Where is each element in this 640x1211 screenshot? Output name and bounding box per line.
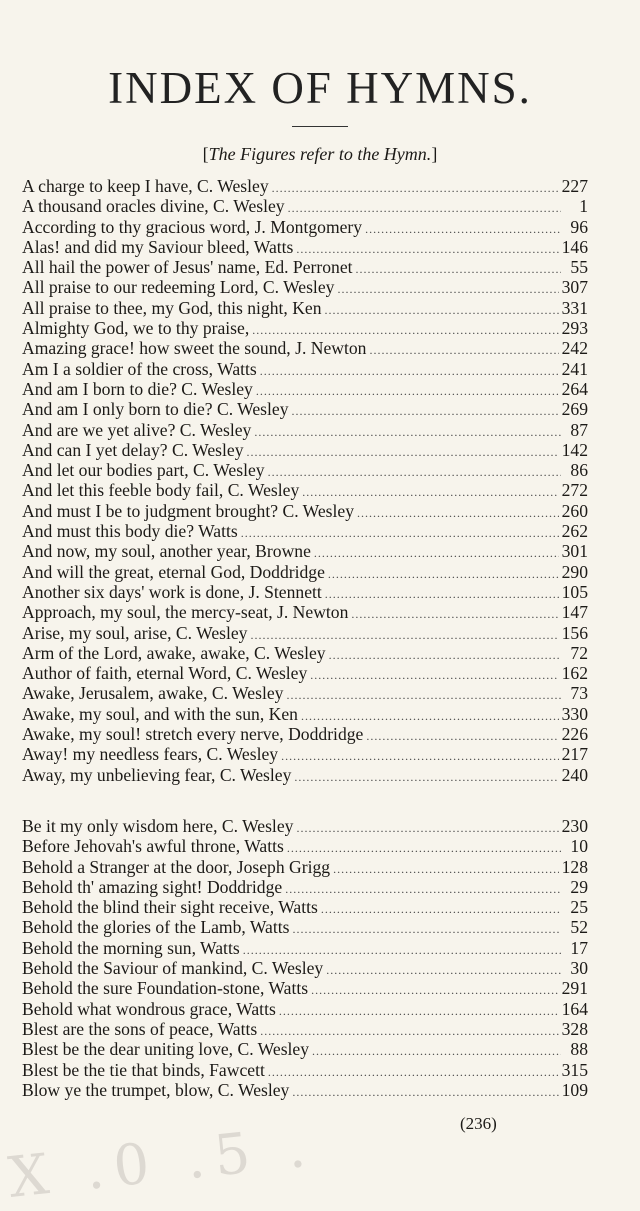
hymn-number: 272 — [561, 480, 588, 501]
hymn-first-line: And must I be to judgment brought? C. Wesley — [22, 500, 355, 521]
hymn-number: 269 — [561, 399, 588, 420]
index-entry — [22, 1019, 588, 1039]
index-entry — [22, 897, 588, 917]
dot-leader — [312, 1041, 561, 1061]
hymn-first-line: Awake, Jerusalem, awake, C. Wesley — [22, 683, 284, 704]
index-entry — [22, 257, 588, 277]
index-entry — [22, 501, 588, 521]
dot-leader — [351, 604, 558, 624]
index-entry — [22, 623, 588, 643]
hymn-first-line: Be it my only wisdom here, C. Wesley — [22, 816, 294, 836]
hymn-first-line: A charge to keep I have, C. Wesley — [22, 176, 269, 196]
hymn-first-line: Alas! and did my Saviour bleed, Watts — [22, 236, 294, 257]
hymn-index-section-a — [22, 176, 588, 785]
index-entry — [22, 359, 588, 379]
hymn-first-line: Behold what wondrous grace, Watts — [22, 998, 276, 1019]
hymn-number: 227 — [561, 176, 588, 196]
dot-leader — [321, 899, 561, 919]
index-entry — [22, 460, 588, 480]
hymn-first-line: And now, my soul, another year, Browne — [22, 541, 311, 562]
dot-leader — [296, 239, 558, 259]
hymn-number: 156 — [561, 622, 588, 643]
hymn-first-line: Blest be the dear uniting love, C. Wesley — [22, 1039, 310, 1060]
hymn-first-line: Behold the sure Foundation-stone, Watts — [22, 978, 309, 999]
hymn-number: 291 — [561, 978, 588, 999]
hymn-number: 1 — [579, 196, 588, 217]
dot-leader — [333, 859, 559, 879]
index-entry — [22, 1060, 588, 1080]
index-entry — [22, 643, 588, 663]
dot-leader — [254, 422, 561, 442]
index-entry — [22, 217, 588, 237]
hymn-first-line: Awake, my soul, and with the sun, Ken — [22, 703, 298, 724]
index-entry — [22, 237, 588, 257]
index-entry — [22, 541, 588, 561]
dot-leader — [325, 584, 559, 604]
hymn-number: 109 — [561, 1079, 588, 1100]
hymn-first-line: And am I only born to die? C. Wesley — [22, 399, 289, 420]
hymn-first-line: And let our bodies part, C. Wesley — [22, 460, 265, 481]
index-entry — [22, 958, 588, 978]
index-entry — [22, 480, 588, 500]
hymn-first-line: Another six days' work is done, J. Stennett — [22, 581, 322, 602]
hymn-first-line: Awake, my soul! stretch every nerve, Doddridge — [22, 724, 364, 745]
page-number: (236) — [460, 1114, 497, 1133]
index-entry — [22, 338, 588, 358]
hymn-first-line: According to thy gracious word, J. Montgomery — [22, 216, 363, 237]
index-entry — [22, 440, 588, 460]
dot-leader — [365, 219, 561, 239]
hymn-first-line: All praise to our redeeming Lord, C. Wesley — [22, 277, 335, 298]
hymn-number: 29 — [570, 876, 588, 897]
index-entry — [22, 938, 588, 958]
hymn-first-line: Arm of the Lord, awake, awake, C. Wesley — [22, 642, 326, 663]
page-title: INDEX OF HYMNS. — [108, 63, 532, 113]
hymn-first-line: Blow ye the trumpet, blow, C. Wesley — [22, 1079, 290, 1100]
hymn-first-line: Behold th' amazing sight! Doddridge — [22, 876, 283, 897]
index-entry — [22, 176, 588, 196]
hymn-first-line: And can I yet delay? C. Wesley — [22, 439, 244, 460]
dot-leader — [285, 879, 561, 899]
dot-leader — [325, 300, 559, 320]
hymn-number: 307 — [561, 277, 588, 298]
hymn-number: 301 — [561, 541, 588, 562]
dot-leader — [328, 564, 559, 584]
dot-leader — [260, 1021, 558, 1041]
hymn-first-line: Away! my needless fears, C. Wesley — [22, 744, 279, 765]
index-entry — [22, 917, 588, 937]
index-entry — [22, 857, 588, 877]
hymn-number: 17 — [570, 937, 588, 958]
index-entry — [22, 704, 588, 724]
hymn-number: 55 — [570, 257, 588, 278]
hymn-number: 293 — [561, 318, 588, 339]
dot-leader — [279, 1001, 559, 1021]
dot-leader — [281, 746, 559, 766]
index-entry — [22, 379, 588, 399]
hymn-number: 128 — [561, 856, 588, 877]
dot-leader — [292, 1082, 558, 1102]
index-entry — [22, 724, 588, 744]
dot-leader — [268, 1062, 559, 1082]
hymn-number: 230 — [561, 816, 588, 836]
hymn-number: 262 — [561, 521, 588, 542]
dot-leader — [326, 960, 561, 980]
dot-leader — [296, 818, 558, 838]
hymn-number: 87 — [570, 419, 588, 440]
hymn-number: 72 — [570, 642, 588, 663]
dot-leader — [356, 259, 561, 279]
dot-leader — [250, 625, 558, 645]
dot-leader — [294, 767, 558, 787]
hymn-first-line: A thousand oracles divine, C. Wesley — [22, 196, 285, 217]
hymn-first-line: Author of faith, eternal Word, C. Wesley — [22, 663, 308, 684]
index-entry — [22, 562, 588, 582]
dot-leader — [268, 462, 561, 482]
hymn-first-line: Behold the Saviour of mankind, C. Wesley — [22, 958, 324, 979]
hymn-number: 164 — [561, 998, 588, 1019]
dot-leader — [287, 838, 561, 858]
hymn-number: 88 — [570, 1039, 588, 1060]
index-entry — [22, 836, 588, 856]
index-entry — [22, 420, 588, 440]
index-entry — [22, 816, 588, 836]
dot-leader — [260, 361, 559, 381]
index-entry — [22, 744, 588, 764]
index-entry — [22, 521, 588, 541]
dot-leader — [292, 401, 559, 421]
hymn-number: 73 — [570, 683, 588, 704]
hymn-number: 146 — [561, 236, 588, 257]
hymn-number: 30 — [570, 958, 588, 979]
hymn-number: 331 — [561, 297, 588, 318]
hymn-first-line: Behold the morning sun, Watts — [22, 937, 240, 958]
hymn-first-line: Away, my unbelieving fear, C. Wesley — [22, 764, 292, 785]
hymn-number: 105 — [561, 581, 588, 602]
dot-leader — [329, 645, 561, 665]
hymn-number: 264 — [561, 378, 588, 399]
dot-leader — [366, 726, 558, 746]
index-entry — [22, 277, 588, 297]
hymn-index-section-b — [22, 816, 588, 1100]
hymn-number: 10 — [570, 836, 588, 857]
index-note-text: The Figures refer to the Hymn. — [208, 144, 432, 164]
index-entry — [22, 298, 588, 318]
hymn-first-line: Blest be the tie that binds, Fawcett — [22, 1059, 265, 1080]
hymn-number: 242 — [561, 338, 588, 359]
hymn-first-line: And are we yet alive? C. Wesley — [22, 419, 252, 440]
hymn-first-line: And will the great, eternal God, Doddridge — [22, 561, 325, 582]
index-entry — [22, 196, 588, 216]
title-rule — [292, 126, 348, 127]
hymn-number: 52 — [570, 917, 588, 938]
hymn-first-line: And let this feeble body fail, C. Wesley — [22, 480, 300, 501]
hymn-number: 241 — [561, 358, 588, 379]
hymn-number: 162 — [561, 663, 588, 684]
index-entry — [22, 978, 588, 998]
index-entry — [22, 582, 588, 602]
index-entry — [22, 999, 588, 1019]
dot-leader — [247, 442, 559, 462]
dot-leader — [357, 503, 559, 523]
index-note — [0, 144, 640, 165]
hymn-number: 328 — [561, 1018, 588, 1039]
dot-leader — [369, 340, 558, 360]
hymn-first-line: Amazing grace! how sweet the sound, J. Newton — [22, 338, 367, 359]
hymn-number: 226 — [561, 724, 588, 745]
dot-leader — [252, 320, 558, 340]
dot-leader — [310, 665, 558, 685]
index-entry — [22, 765, 588, 785]
index-entry — [22, 399, 588, 419]
index-entry — [22, 1039, 588, 1059]
hymn-number: 290 — [561, 561, 588, 582]
hymn-first-line: All hail the power of Jesus' name, Ed. Perronet — [22, 257, 353, 278]
dot-leader — [337, 279, 558, 299]
dot-leader — [311, 980, 559, 1000]
hymn-number: 330 — [561, 703, 588, 724]
hymn-first-line: Behold the glories of the Lamb, Watts — [22, 917, 290, 938]
bracket-close: ] — [431, 144, 438, 164]
index-entry — [22, 683, 588, 703]
hymn-first-line: All praise to thee, my God, this night, Ken — [22, 297, 322, 318]
dot-leader — [241, 523, 559, 543]
hymn-number: 25 — [570, 897, 588, 918]
hymn-number: 86 — [570, 460, 588, 481]
dot-leader — [288, 198, 561, 218]
hymn-first-line: Blest are the sons of peace, Watts — [22, 1018, 258, 1039]
hymn-number: 96 — [570, 216, 588, 237]
hymn-number: 217 — [561, 744, 588, 765]
hymn-first-line: Almighty God, we to thy praise, — [22, 318, 250, 339]
hymn-number: 142 — [561, 439, 588, 460]
dot-leader — [272, 178, 559, 198]
library-stamp-mark: X .0 .5 . — [5, 1114, 319, 1211]
dot-leader — [301, 706, 559, 726]
hymn-number: 147 — [561, 602, 588, 623]
bracket-open: [ — [202, 144, 209, 164]
hymn-number: 260 — [561, 500, 588, 521]
index-entry — [22, 1080, 588, 1100]
hymn-number: 315 — [561, 1059, 588, 1080]
index-entry — [22, 602, 588, 622]
dot-leader — [256, 381, 559, 401]
hymn-number: 240 — [561, 764, 588, 785]
hymn-first-line: And am I born to die? C. Wesley — [22, 378, 253, 399]
hymn-first-line: Approach, my soul, the mercy-seat, J. Newton — [22, 602, 349, 623]
hymn-first-line: Am I a soldier of the cross, Watts — [22, 358, 257, 379]
hymn-first-line: Before Jehovah's awful throne, Watts — [22, 836, 284, 857]
dot-leader — [302, 482, 558, 502]
hymn-first-line: Behold the blind their sight receive, Watts — [22, 897, 318, 918]
dot-leader — [314, 543, 559, 563]
index-entry — [22, 663, 588, 683]
dot-leader — [243, 940, 561, 960]
dot-leader — [293, 919, 562, 939]
hymn-first-line: Arise, my soul, arise, C. Wesley — [22, 622, 248, 643]
index-entry — [22, 877, 588, 897]
index-entry — [22, 318, 588, 338]
hymn-first-line: Behold a Stranger at the door, Joseph Grigg — [22, 856, 331, 877]
hymn-first-line: And must this body die? Watts — [22, 521, 238, 542]
dot-leader — [286, 685, 561, 705]
